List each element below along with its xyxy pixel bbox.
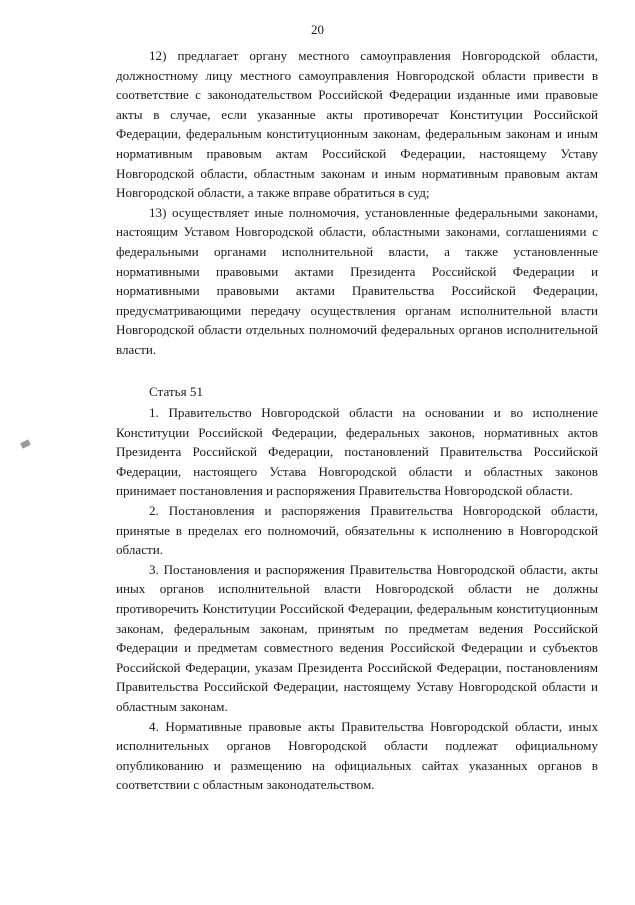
document-body	[116, 46, 598, 795]
article-paragraph-2: 2. Постановления и распоряжения Правительства Новгородской области, принятые в пределах его полномочий, обязательны к исполнению в Новгородской области.	[116, 503, 598, 558]
scan-mark	[20, 439, 31, 448]
article-heading: Статья 51	[149, 383, 203, 399]
article-paragraph-3: 3. Постановления и распоряжения Правительства Новгородской области, акты иных органов исполнительной власти Новгородской области не должны противоречить Конституции Российской Федерации, федеральным конституционным законам, федеральным законам, принятым по предметам ведения Российской Федерации и предметам совместного ведения Российской Федерации и субъектов Российской Федерации, указам Президента Российской Федерации, постановлениям Правительства Российской Федерации, настоящему Уставу Новгородской области и областным законам.	[116, 561, 598, 714]
clause-12: 12) предлагает органу местного самоуправления Новгородской области, должностному лицу местного самоуправления Новгородской области привести в соответствие с законодательством Российской Федерации изданные ими правовые акты в случае, если указанные акты противоречат Конституции Российской Федерации, федеральным конституционным законам, федеральным законам и иным нормативным правовым актам Российской Федерации, настоящему Уставу Новгородской области, областным законам и иным нормативным правовым актам Новгородской области, а также вправе обратиться в суд;	[116, 48, 598, 201]
article-paragraph-1: 1. Правительство Новгородской области на основании и во исполнение Конституции Российской Федерации, федеральных законов, нормативных актов Президента Российской Федерации, постановлений Правительства Российской Федерации, настоящего Устава Новгородской области и областных законов принимает постановления и распоряжения Правительства Новгородской области.	[116, 405, 598, 499]
clause-13: 13) осуществляет иные полномочия, установленные федеральными законами, настоящим Уставом Новгородской области, областными законами, соглашениями с федеральными органами исполнительной власти, а также установленные нормативными правовыми актами Президента Российской Федерации и нормативными правовыми актами Правительства Российской Федерации, предусматривающими передачу осуществления органам исполнительной власти Новгородской области отдельных полномочий федеральных органов исполнительной власти.	[116, 204, 598, 357]
article-paragraph-4: 4. Нормативные правовые акты Правительства Новгородской области, иных исполнительных органов Новгородской области подлежат официальному опубликованию и размещению на официальных сайтах указанных органов в соответствии с областным законодательством.	[116, 718, 598, 793]
page-number: 20	[311, 22, 324, 37]
